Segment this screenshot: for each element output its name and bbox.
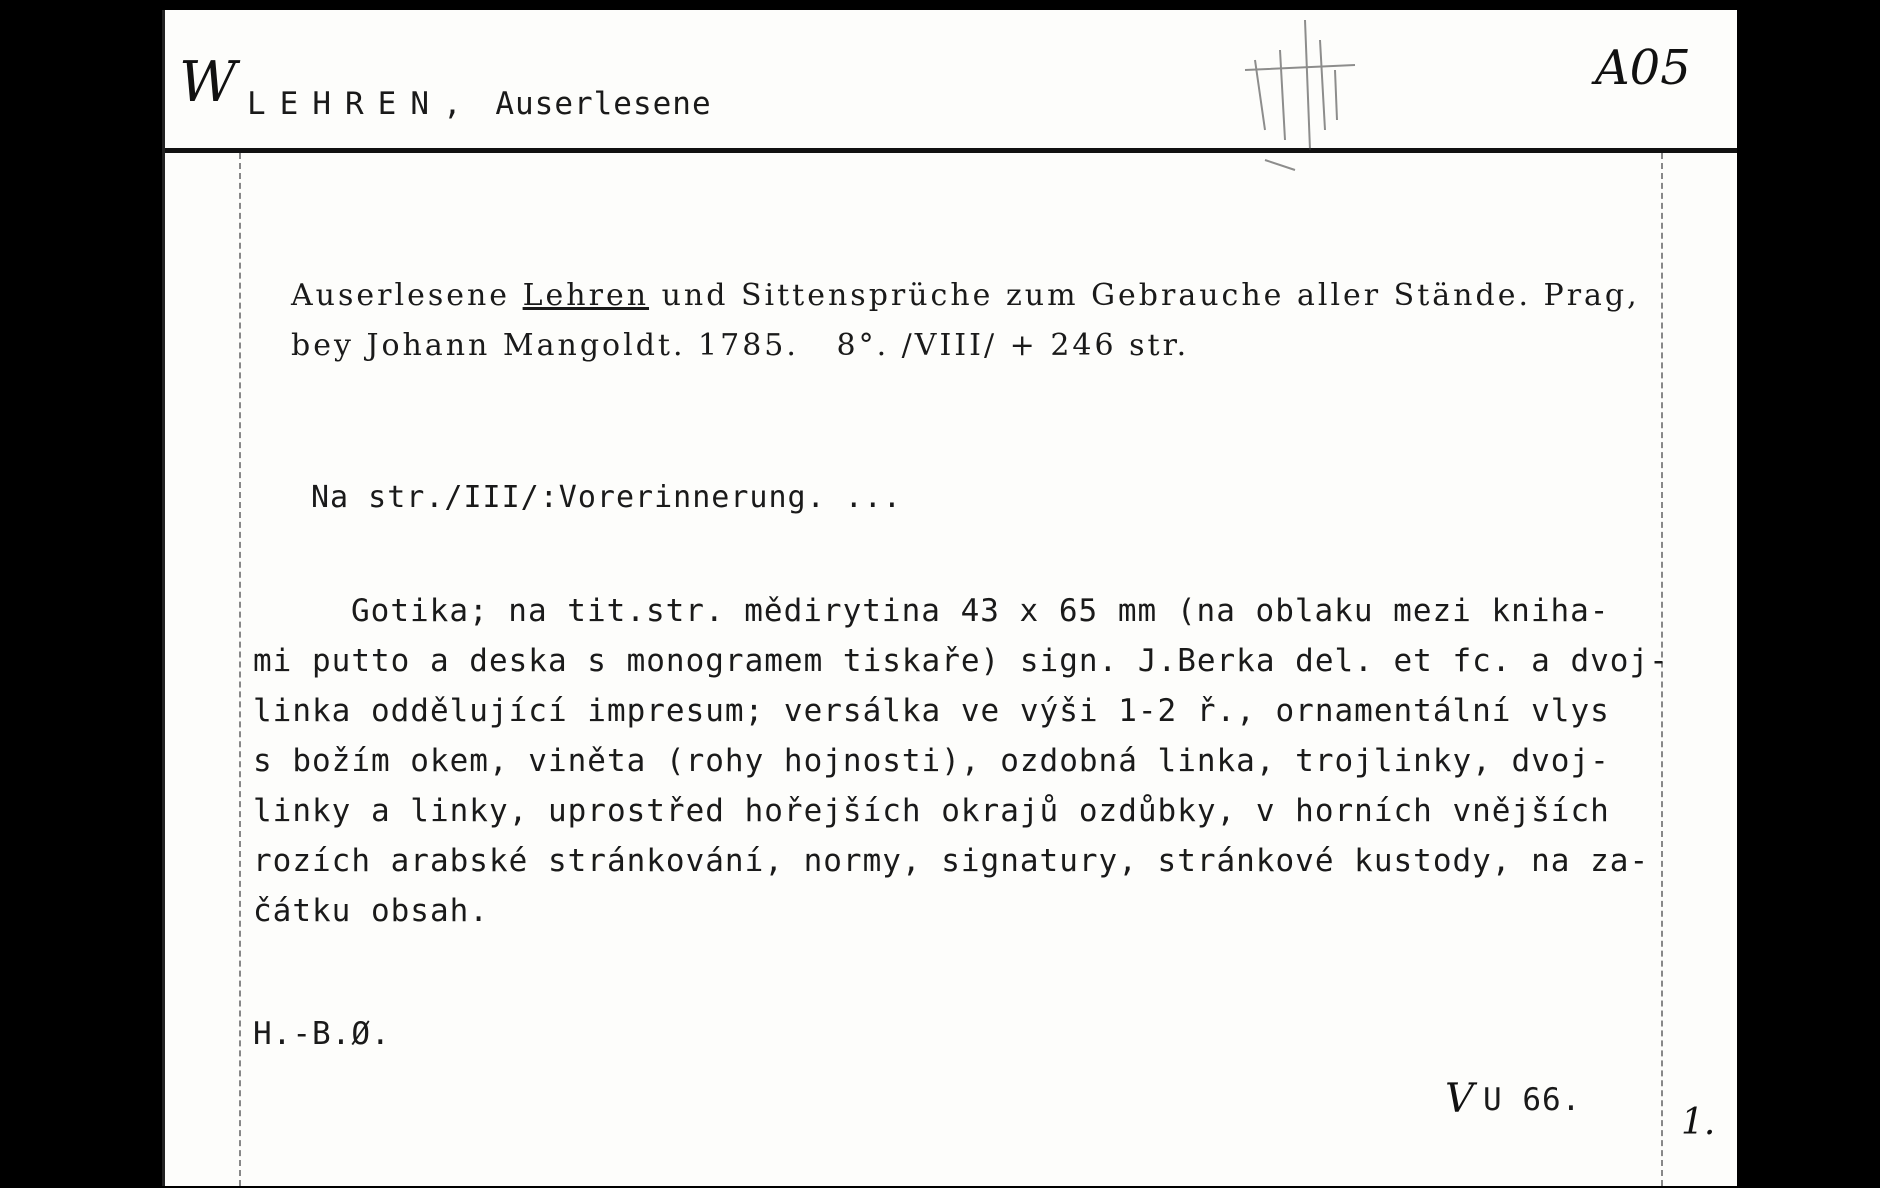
heading-word: LEHREN, xyxy=(247,86,476,122)
description xyxy=(253,586,1673,936)
corner-number: A05 xyxy=(1595,40,1691,96)
header-rule xyxy=(165,148,1737,153)
description-line: s božím okem, viněta (rohy hojnosti), ozdobná linka, trojlinky, dvoj- xyxy=(253,743,1610,779)
heading-rest: Auserlesene xyxy=(495,86,712,122)
shelf-mark: V xyxy=(1445,1076,1474,1122)
title-pre: Auserlesene xyxy=(291,278,511,313)
description-line: rozích arabské stránkování, normy, signatury, stránkové kustody, na za- xyxy=(253,843,1650,879)
description-line: Gotika; na tit.str. mědirytina 43 x 65 mm (na oblaku mezi kniha- xyxy=(351,593,1610,629)
reference: H.-B.Ø. xyxy=(253,1016,391,1052)
left-margin-rule xyxy=(239,153,241,1186)
description-line: čátku obsah. xyxy=(253,893,489,929)
page-mark: 1. xyxy=(1681,1102,1716,1143)
title-post: und Sittensprüche zum Gebrauche aller Stände. Prag, xyxy=(661,278,1640,313)
description-line: linky a linky, uprostřed hořejších okrajů ozdůbky, v horních vnějších xyxy=(253,793,1610,829)
catalog-card xyxy=(162,10,1737,1186)
title-line-1 xyxy=(291,278,1640,313)
description-line: mi putto a deska s monogramem tiskaře) sign. J.Berka del. et fc. a dvoj- xyxy=(253,643,1669,679)
ink-smudge xyxy=(1225,10,1365,180)
heading xyxy=(247,86,712,122)
shelf-number: U 66. xyxy=(1483,1082,1582,1118)
title-line-2: bey Johann Mangoldt. 1785. 8°. /VIII/ + 246 str. xyxy=(291,328,1190,363)
title-underlined: Lehren xyxy=(522,278,650,313)
margin-mark: W xyxy=(179,50,237,115)
note-line: Na str./III/:Vorerinnerung. ... xyxy=(311,480,902,515)
description-line: linka oddělující impresum; versálka ve výši 1-2 ř., ornamentální vlys xyxy=(253,693,1610,729)
